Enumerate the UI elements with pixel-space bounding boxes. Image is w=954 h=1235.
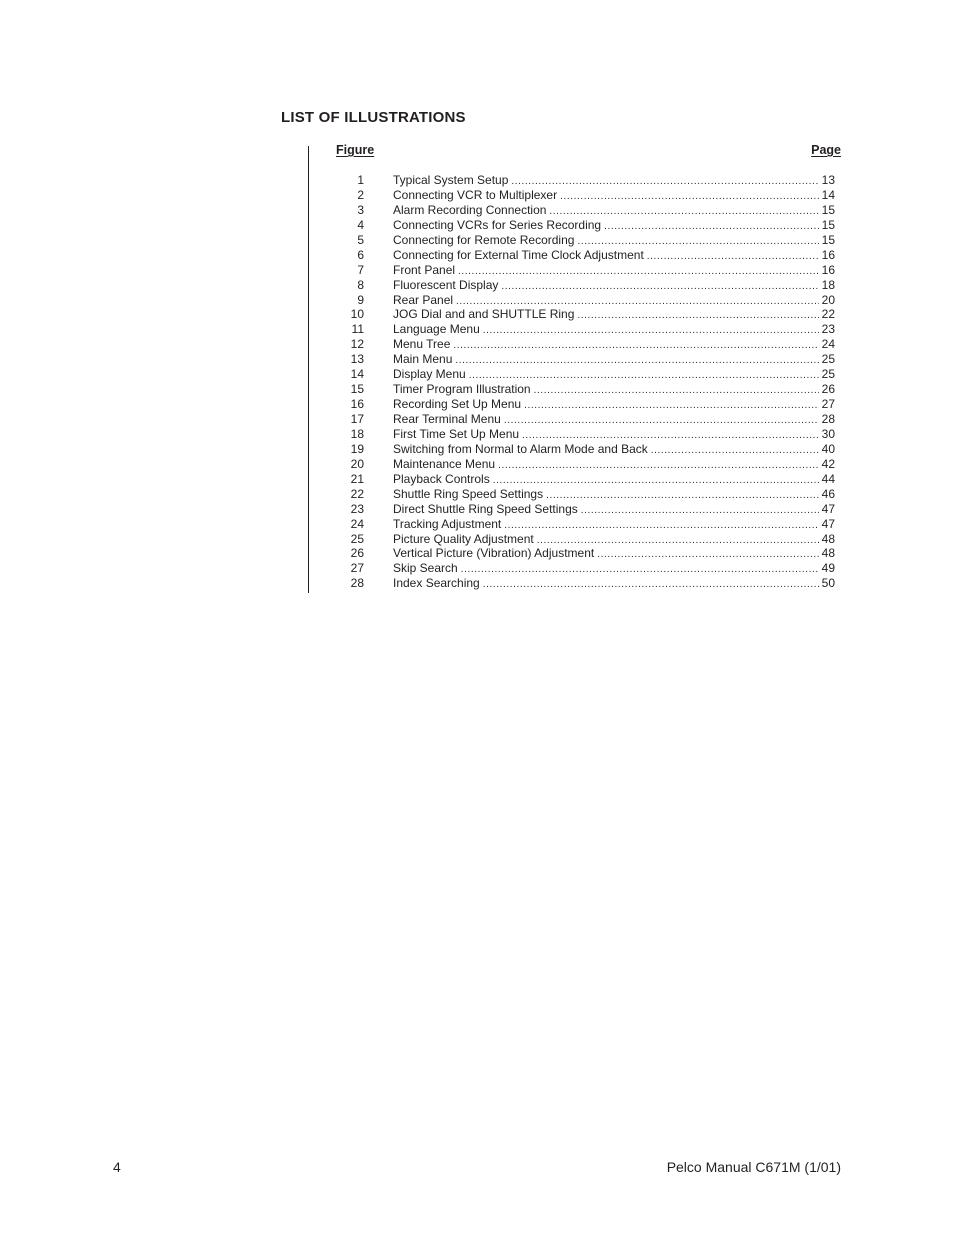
dot-leader [581, 504, 819, 519]
figure-title: Rear Terminal Menu [393, 412, 501, 426]
figure-number: 2 [357, 187, 364, 202]
figure-page-number: 16 [821, 247, 835, 262]
figure-number: 19 [350, 441, 364, 456]
figure-page-number: 24 [821, 337, 835, 352]
figure-page-number: 23 [821, 322, 835, 337]
illustration-entry [336, 173, 835, 188]
figure-title: Recording Set Up Menu [393, 397, 522, 412]
dot-leader [560, 190, 819, 205]
figure-page-number: 26 [821, 382, 835, 397]
figure-number: 18 [350, 426, 364, 441]
figure-title: Timer Program Illustration [393, 382, 531, 397]
figure-title: Playback Controls [393, 471, 490, 486]
dot-leader [647, 250, 819, 265]
dot-leader [453, 339, 819, 354]
illustration-entry [336, 248, 835, 263]
footer-manual-id: Pelco Manual C671M (1/01) [666, 1159, 841, 1175]
dot-leader [524, 399, 819, 414]
illustration-entry [336, 337, 835, 352]
illustration-entry [336, 263, 835, 278]
illustration-entry [336, 457, 835, 472]
figure-page-number: 14 [821, 187, 835, 202]
dot-leader [604, 220, 819, 235]
figure-title: Connecting VCR to Multiplexer [393, 187, 558, 202]
figure-number: 21 [350, 471, 364, 486]
figure-number: 17 [350, 412, 364, 426]
figure-title: Fluorescent Display [393, 277, 499, 292]
figure-number: 1 [357, 173, 364, 187]
illustration-entry [336, 307, 835, 322]
figure-page-number: 50 [821, 576, 835, 591]
figure-title: JOG Dial and and SHUTTLE Ring [393, 307, 575, 322]
figure-number: 5 [357, 232, 364, 247]
figure-page-number: 13 [821, 173, 835, 187]
dot-leader [577, 309, 819, 324]
figure-page-number: 25 [821, 367, 835, 382]
figure-title: Display Menu [393, 367, 466, 382]
illustrations-list [336, 173, 835, 591]
figure-number: 3 [357, 202, 364, 217]
illustration-entry [336, 532, 835, 547]
dot-leader [597, 548, 819, 563]
figure-number: 14 [350, 367, 364, 382]
figure-title: Vertical Picture (Vibration) Adjustment [393, 546, 595, 561]
figure-title: Typical System Setup [393, 173, 509, 187]
illustration-entry [336, 293, 835, 308]
footer-page-number: 4 [113, 1159, 121, 1175]
figure-title: Tracking Adjustment [393, 516, 502, 531]
dot-leader [455, 354, 819, 369]
illustration-entry [336, 546, 835, 561]
illustration-entry [336, 397, 835, 412]
figure-title: Connecting for Remote Recording [393, 232, 575, 247]
illustration-entry [336, 278, 835, 293]
dot-leader [461, 563, 819, 578]
figure-title: Direct Shuttle Ring Speed Settings [393, 501, 578, 516]
figure-page-number: 48 [821, 531, 835, 546]
figure-page-number: 15 [821, 232, 835, 247]
illustration-entry [336, 487, 835, 502]
figure-title: First Time Set Up Menu [393, 426, 520, 441]
figure-page-number: 47 [821, 501, 835, 516]
figure-page-number: 22 [821, 307, 835, 322]
figure-title: Index Searching [393, 576, 480, 591]
margin-rule [308, 146, 309, 593]
figure-number: 8 [357, 277, 364, 292]
figure-number: 7 [357, 262, 364, 277]
illustration-entry [336, 427, 835, 442]
figure-number: 24 [350, 516, 364, 531]
figure-number: 13 [350, 352, 364, 367]
dot-leader [534, 384, 819, 399]
figure-page-number: 46 [821, 486, 835, 501]
figure-title: Switching from Normal to Alarm Mode and Back [393, 441, 648, 456]
figure-page-number: 44 [821, 471, 835, 486]
figure-title: Connecting VCRs for Series Recording [393, 217, 602, 232]
dot-leader [651, 444, 819, 459]
figure-title: Rear Panel [393, 292, 454, 307]
figure-number: 28 [350, 576, 364, 591]
illustration-entry [336, 233, 835, 248]
dot-leader [501, 280, 819, 295]
illustration-entry [336, 188, 835, 203]
figure-number: 23 [350, 501, 364, 516]
figure-page-number: 28 [821, 412, 835, 426]
page-column-header: Page [811, 143, 841, 157]
illustration-entry [336, 502, 835, 517]
figure-page-number: 18 [821, 277, 835, 292]
illustration-entry [336, 472, 835, 487]
figure-number: 4 [357, 217, 364, 232]
figure-number: 11 [351, 322, 364, 337]
dot-leader [483, 578, 819, 593]
figure-title: Shuttle Ring Speed Settings [393, 486, 544, 501]
figure-title: Front Panel [393, 262, 456, 277]
figure-page-number: 40 [821, 441, 835, 456]
figure-page-number: 15 [821, 202, 835, 217]
dot-leader [458, 265, 819, 280]
dot-leader [546, 489, 819, 504]
figure-page-number: 25 [821, 352, 835, 367]
figure-page-number: 15 [821, 217, 835, 232]
figure-number: 22 [350, 486, 364, 501]
figure-title: Maintenance Menu [393, 456, 496, 471]
dot-leader [483, 324, 819, 339]
figure-title: Skip Search [393, 561, 458, 576]
illustration-entry [336, 561, 835, 576]
figure-number: 10 [350, 307, 364, 322]
figure-number: 6 [357, 247, 364, 262]
illustration-entry [336, 218, 835, 233]
figure-number: 12 [350, 337, 364, 352]
figure-number: 15 [350, 382, 364, 397]
figure-number: 26 [350, 546, 364, 561]
illustration-entry [336, 412, 835, 427]
figure-page-number: 42 [821, 456, 835, 471]
illustration-entry [336, 382, 835, 397]
section-title: LIST OF ILLUSTRATIONS [281, 109, 466, 126]
figure-number: 16 [350, 397, 364, 412]
figure-title: Picture Quality Adjustment [393, 531, 534, 546]
figure-number: 25 [350, 531, 364, 546]
figure-title: Alarm Recording Connection [393, 202, 547, 217]
figure-page-number: 16 [821, 262, 835, 277]
illustration-entry [336, 367, 835, 382]
figure-title: Main Menu [393, 352, 453, 367]
figure-page-number: 48 [821, 546, 835, 561]
figure-page-number: 30 [821, 426, 835, 441]
figure-title: Language Menu [393, 322, 480, 337]
figure-page-number: 27 [821, 397, 835, 412]
figure-title: Connecting for External Time Clock Adjustment [393, 247, 644, 262]
illustration-entry [336, 203, 835, 218]
figure-number: 9 [357, 292, 364, 307]
figure-column-header: Figure [336, 143, 375, 157]
illustration-entry [336, 517, 835, 532]
figure-title: Menu Tree [393, 337, 451, 352]
dot-leader [504, 519, 819, 534]
illustration-entry [336, 322, 835, 337]
figure-page-number: 49 [821, 561, 835, 576]
illustration-entry [336, 442, 835, 457]
illustration-entry [336, 576, 835, 591]
figure-number: 20 [350, 456, 364, 471]
figure-number: 27 [350, 561, 364, 576]
dot-leader [504, 414, 819, 429]
figure-page-number: 20 [821, 292, 835, 307]
figure-page-number: 47 [821, 516, 835, 531]
illustration-entry [336, 352, 835, 367]
dot-leader [498, 459, 819, 474]
